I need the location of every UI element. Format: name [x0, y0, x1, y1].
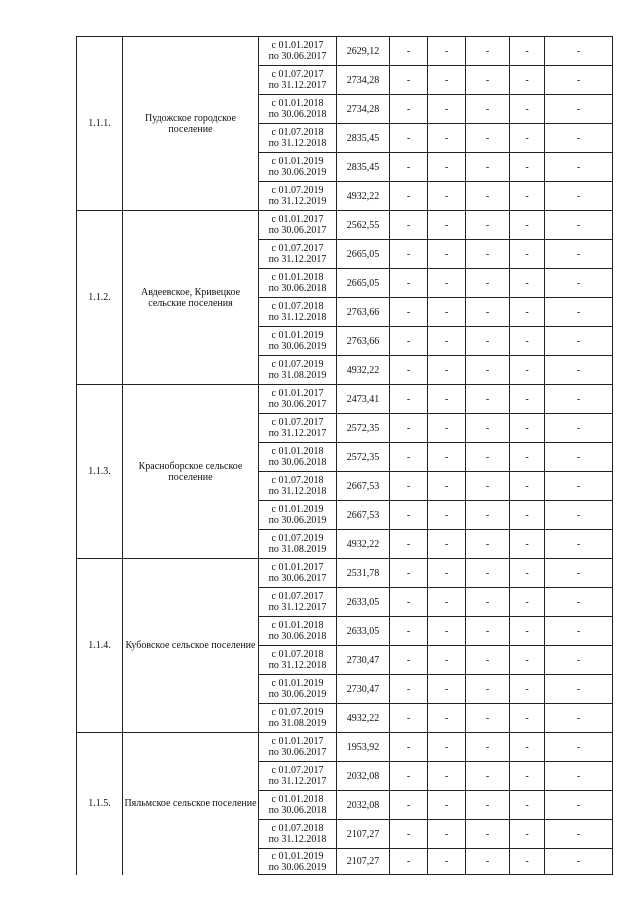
empty-value-dash: -	[428, 501, 466, 530]
tariff-value: 2730,47	[337, 646, 390, 675]
empty-value-dash: -	[510, 240, 545, 269]
empty-value-dash: -	[466, 211, 510, 240]
period-to: по 30.06.2017	[268, 51, 327, 62]
empty-value-dash: -	[545, 559, 613, 588]
empty-value-dash: -	[545, 240, 613, 269]
period-from: с 01.07.2019	[271, 359, 324, 370]
empty-value-dash: -	[545, 327, 613, 356]
empty-value-dash: -	[428, 211, 466, 240]
empty-value-dash: -	[510, 762, 545, 791]
empty-value-dash: -	[390, 820, 428, 849]
empty-value-dash: -	[466, 617, 510, 646]
empty-value-dash: -	[390, 124, 428, 153]
empty-value-dash: -	[428, 646, 466, 675]
empty-value-dash: -	[428, 820, 466, 849]
empty-value-dash: -	[510, 211, 545, 240]
empty-value-dash: -	[466, 820, 510, 849]
group-code: 1.1.1.	[77, 37, 123, 211]
period-from: с 01.07.2018	[271, 475, 324, 486]
empty-value-dash: -	[510, 153, 545, 182]
period-from: с 01.01.2019	[271, 330, 324, 341]
tariff-value: 2734,28	[337, 66, 390, 95]
empty-value-dash: -	[510, 791, 545, 820]
period-from: с 01.07.2017	[271, 765, 324, 776]
empty-value-dash: -	[390, 646, 428, 675]
empty-value-dash: -	[466, 472, 510, 501]
period-from: с 01.01.2017	[271, 562, 324, 573]
period-to: по 30.06.2017	[268, 399, 327, 410]
period-to: по 31.08.2019	[268, 718, 327, 729]
empty-value-dash: -	[545, 472, 613, 501]
period-from: с 01.07.2017	[271, 243, 324, 254]
empty-value-dash: -	[545, 95, 613, 124]
empty-value-dash: -	[466, 704, 510, 733]
empty-value-dash: -	[390, 559, 428, 588]
tariff-value: 4932,22	[337, 704, 390, 733]
tariff-value: 2032,08	[337, 791, 390, 820]
empty-value-dash: -	[545, 704, 613, 733]
empty-value-dash: -	[545, 182, 613, 211]
empty-value-dash: -	[510, 849, 545, 875]
empty-value-dash: -	[510, 95, 545, 124]
period-to: по 31.12.2018	[268, 486, 327, 497]
period-from: с 01.01.2017	[271, 388, 324, 399]
empty-value-dash: -	[545, 66, 613, 95]
empty-value-dash: -	[428, 240, 466, 269]
tariff-value: 2835,45	[337, 124, 390, 153]
period-cell	[259, 240, 337, 269]
period-cell	[259, 472, 337, 501]
empty-value-dash: -	[428, 559, 466, 588]
empty-value-dash: -	[510, 327, 545, 356]
empty-value-dash: -	[510, 530, 545, 559]
empty-value-dash: -	[545, 385, 613, 414]
empty-value-dash: -	[545, 414, 613, 443]
empty-value-dash: -	[510, 472, 545, 501]
empty-value-dash: -	[545, 211, 613, 240]
empty-value-dash: -	[428, 791, 466, 820]
empty-value-dash: -	[466, 37, 510, 66]
tariff-value: 2633,05	[337, 617, 390, 646]
period-to: по 31.12.2017	[268, 80, 327, 91]
tariff-value: 2667,53	[337, 501, 390, 530]
empty-value-dash: -	[390, 733, 428, 762]
period-cell	[259, 588, 337, 617]
tariff-value: 2734,28	[337, 95, 390, 124]
period-cell	[259, 617, 337, 646]
period-to: по 30.06.2018	[268, 283, 327, 294]
empty-value-dash: -	[466, 588, 510, 617]
period-to: по 31.12.2017	[268, 776, 327, 787]
tariff-value: 2531,78	[337, 559, 390, 588]
empty-value-dash: -	[428, 269, 466, 298]
empty-value-dash: -	[545, 530, 613, 559]
period-cell	[259, 820, 337, 849]
period-from: с 01.07.2018	[271, 301, 324, 312]
period-from: с 01.01.2017	[271, 214, 324, 225]
empty-value-dash: -	[510, 269, 545, 298]
period-from: с 01.07.2018	[271, 823, 324, 834]
empty-value-dash: -	[510, 501, 545, 530]
empty-value-dash: -	[390, 588, 428, 617]
empty-value-dash: -	[545, 617, 613, 646]
empty-value-dash: -	[466, 327, 510, 356]
period-from: с 01.07.2019	[271, 533, 324, 544]
empty-value-dash: -	[466, 385, 510, 414]
empty-value-dash: -	[390, 762, 428, 791]
period-from: с 01.01.2018	[271, 446, 324, 457]
empty-value-dash: -	[466, 849, 510, 875]
group-code: 1.1.5.	[77, 733, 123, 875]
group-code: 1.1.2.	[77, 211, 123, 385]
table-row	[77, 385, 613, 414]
period-to: по 30.06.2017	[268, 747, 327, 758]
period-cell	[259, 95, 337, 124]
empty-value-dash: -	[428, 849, 466, 875]
period-cell	[259, 530, 337, 559]
empty-value-dash: -	[428, 617, 466, 646]
empty-value-dash: -	[390, 849, 428, 875]
tariff-value: 2473,41	[337, 385, 390, 414]
period-cell	[259, 385, 337, 414]
table-row	[77, 211, 613, 240]
period-cell	[259, 559, 337, 588]
empty-value-dash: -	[428, 37, 466, 66]
empty-value-dash: -	[390, 791, 428, 820]
empty-value-dash: -	[466, 124, 510, 153]
tariff-value: 1953,92	[337, 733, 390, 762]
tariff-value: 2032,08	[337, 762, 390, 791]
empty-value-dash: -	[466, 66, 510, 95]
period-cell	[259, 849, 337, 875]
empty-value-dash: -	[510, 559, 545, 588]
empty-value-dash: -	[510, 617, 545, 646]
empty-value-dash: -	[390, 617, 428, 646]
empty-value-dash: -	[466, 559, 510, 588]
period-cell	[259, 762, 337, 791]
empty-value-dash: -	[466, 269, 510, 298]
period-cell	[259, 211, 337, 240]
empty-value-dash: -	[428, 327, 466, 356]
empty-value-dash: -	[390, 153, 428, 182]
empty-value-dash: -	[428, 675, 466, 704]
empty-value-dash: -	[466, 762, 510, 791]
period-from: с 01.01.2018	[271, 794, 324, 805]
empty-value-dash: -	[466, 182, 510, 211]
period-to: по 30.06.2018	[268, 805, 327, 816]
empty-value-dash: -	[510, 443, 545, 472]
empty-value-dash: -	[390, 95, 428, 124]
empty-value-dash: -	[390, 240, 428, 269]
period-cell	[259, 37, 337, 66]
period-from: с 01.01.2017	[271, 736, 324, 747]
tariff-value: 2633,05	[337, 588, 390, 617]
period-to: по 30.06.2019	[268, 689, 327, 700]
settlement-name: Авдеевское, Кривецкое сельские поселения	[123, 211, 259, 385]
empty-value-dash: -	[510, 733, 545, 762]
empty-value-dash: -	[466, 791, 510, 820]
period-to: по 30.06.2017	[268, 225, 327, 236]
period-from: с 01.07.2019	[271, 185, 324, 196]
tariff-value: 2763,66	[337, 298, 390, 327]
period-cell	[259, 501, 337, 530]
empty-value-dash: -	[545, 443, 613, 472]
period-to: по 30.06.2018	[268, 631, 327, 642]
table-row	[77, 733, 613, 762]
period-from: с 01.01.2019	[271, 850, 324, 862]
empty-value-dash: -	[466, 501, 510, 530]
period-cell	[259, 153, 337, 182]
group-code: 1.1.4.	[77, 559, 123, 733]
empty-value-dash: -	[428, 298, 466, 327]
empty-value-dash: -	[510, 182, 545, 211]
empty-value-dash: -	[466, 414, 510, 443]
period-from: с 01.07.2019	[271, 707, 324, 718]
settlement-name: Пудожское городское поселение	[123, 37, 259, 211]
empty-value-dash: -	[510, 124, 545, 153]
empty-value-dash: -	[390, 182, 428, 211]
period-to: по 30.06.2019	[268, 515, 327, 526]
period-cell	[259, 298, 337, 327]
period-cell	[259, 443, 337, 472]
empty-value-dash: -	[390, 704, 428, 733]
tariff-value: 2763,66	[337, 327, 390, 356]
period-to: по 30.06.2019	[268, 167, 327, 178]
settlement-name: Кубовское сельское поселение	[123, 559, 259, 733]
settlement-name: Пяльмское сельское поселение	[123, 733, 259, 875]
period-cell	[259, 675, 337, 704]
period-to: по 31.12.2018	[268, 834, 327, 845]
period-from: с 01.01.2018	[271, 620, 324, 631]
tariff-value: 2107,27	[337, 820, 390, 849]
empty-value-dash: -	[510, 414, 545, 443]
period-from: с 01.01.2019	[271, 156, 324, 167]
tariff-value: 2730,47	[337, 675, 390, 704]
period-cell	[259, 704, 337, 733]
period-to: по 30.06.2019	[268, 341, 327, 352]
empty-value-dash: -	[390, 501, 428, 530]
empty-value-dash: -	[390, 37, 428, 66]
empty-value-dash: -	[510, 588, 545, 617]
tariff-value: 2572,35	[337, 443, 390, 472]
tariff-value: 4932,22	[337, 530, 390, 559]
period-from: с 01.07.2017	[271, 69, 324, 80]
empty-value-dash: -	[390, 472, 428, 501]
empty-value-dash: -	[545, 646, 613, 675]
period-to: по 31.12.2018	[268, 660, 327, 671]
period-from: с 01.01.2019	[271, 504, 324, 515]
empty-value-dash: -	[545, 124, 613, 153]
period-to: по 31.12.2017	[268, 602, 327, 613]
empty-value-dash: -	[390, 356, 428, 385]
empty-value-dash: -	[510, 37, 545, 66]
period-from: с 01.07.2018	[271, 127, 324, 138]
empty-value-dash: -	[545, 153, 613, 182]
empty-value-dash: -	[510, 298, 545, 327]
period-from: с 01.01.2018	[271, 272, 324, 283]
empty-value-dash: -	[510, 646, 545, 675]
period-to: по 30.06.2018	[268, 457, 327, 468]
period-to: по 31.12.2018	[268, 138, 327, 149]
empty-value-dash: -	[466, 646, 510, 675]
tariff-table	[76, 36, 613, 875]
empty-value-dash: -	[545, 762, 613, 791]
empty-value-dash: -	[510, 385, 545, 414]
empty-value-dash: -	[428, 95, 466, 124]
empty-value-dash: -	[545, 588, 613, 617]
empty-value-dash: -	[390, 385, 428, 414]
empty-value-dash: -	[466, 95, 510, 124]
tariff-value: 2835,45	[337, 153, 390, 182]
period-to: по 30.06.2017	[268, 573, 327, 584]
empty-value-dash: -	[390, 269, 428, 298]
empty-value-dash: -	[390, 298, 428, 327]
empty-value-dash: -	[390, 443, 428, 472]
empty-value-dash: -	[428, 530, 466, 559]
empty-value-dash: -	[428, 762, 466, 791]
period-to: по 30.06.2019	[268, 861, 327, 873]
period-cell	[259, 124, 337, 153]
empty-value-dash: -	[510, 704, 545, 733]
group-code: 1.1.3.	[77, 385, 123, 559]
period-to: по 31.12.2017	[268, 428, 327, 439]
period-from: с 01.01.2019	[271, 678, 324, 689]
empty-value-dash: -	[428, 66, 466, 95]
empty-value-dash: -	[390, 211, 428, 240]
empty-value-dash: -	[428, 733, 466, 762]
tariff-value: 2107,27	[337, 849, 390, 875]
table-row	[77, 37, 613, 66]
empty-value-dash: -	[545, 356, 613, 385]
tariff-value: 2572,35	[337, 414, 390, 443]
empty-value-dash: -	[545, 501, 613, 530]
tariff-table-body	[77, 37, 613, 875]
period-cell	[259, 733, 337, 762]
empty-value-dash: -	[545, 37, 613, 66]
empty-value-dash: -	[545, 675, 613, 704]
empty-value-dash: -	[428, 153, 466, 182]
empty-value-dash: -	[510, 675, 545, 704]
period-from: с 01.07.2018	[271, 649, 324, 660]
empty-value-dash: -	[428, 588, 466, 617]
empty-value-dash: -	[428, 704, 466, 733]
empty-value-dash: -	[466, 153, 510, 182]
period-cell	[259, 791, 337, 820]
empty-value-dash: -	[466, 675, 510, 704]
period-to: по 31.12.2017	[268, 254, 327, 265]
period-from: с 01.07.2017	[271, 417, 324, 428]
empty-value-dash: -	[428, 182, 466, 211]
tariff-value: 2629,12	[337, 37, 390, 66]
period-cell	[259, 414, 337, 443]
empty-value-dash: -	[466, 733, 510, 762]
empty-value-dash: -	[510, 820, 545, 849]
empty-value-dash: -	[428, 124, 466, 153]
empty-value-dash: -	[428, 385, 466, 414]
period-to: по 31.08.2019	[268, 544, 327, 555]
empty-value-dash: -	[428, 414, 466, 443]
tariff-value: 2562,55	[337, 211, 390, 240]
empty-value-dash: -	[510, 66, 545, 95]
empty-value-dash: -	[390, 66, 428, 95]
period-cell	[259, 66, 337, 95]
period-to: по 30.06.2018	[268, 109, 327, 120]
period-from: с 01.01.2018	[271, 98, 324, 109]
empty-value-dash: -	[390, 414, 428, 443]
tariff-value: 4932,22	[337, 182, 390, 211]
period-cell	[259, 646, 337, 675]
empty-value-dash: -	[428, 443, 466, 472]
empty-value-dash: -	[390, 675, 428, 704]
tariff-value: 2665,05	[337, 240, 390, 269]
empty-value-dash: -	[545, 791, 613, 820]
period-to: по 31.12.2019	[268, 196, 327, 207]
tariff-value: 2665,05	[337, 269, 390, 298]
period-cell	[259, 182, 337, 211]
empty-value-dash: -	[545, 733, 613, 762]
tariff-value: 4932,22	[337, 356, 390, 385]
period-to: по 31.08.2019	[268, 370, 327, 381]
empty-value-dash: -	[428, 356, 466, 385]
period-from: с 01.01.2017	[271, 40, 324, 51]
empty-value-dash: -	[466, 356, 510, 385]
empty-value-dash: -	[545, 269, 613, 298]
period-to: по 31.12.2018	[268, 312, 327, 323]
empty-value-dash: -	[466, 240, 510, 269]
empty-value-dash: -	[545, 820, 613, 849]
empty-value-dash: -	[545, 298, 613, 327]
empty-value-dash: -	[466, 530, 510, 559]
settlement-name: Красноборское сельское поселение	[123, 385, 259, 559]
period-from: с 01.07.2017	[271, 591, 324, 602]
empty-value-dash: -	[545, 849, 613, 875]
empty-value-dash: -	[510, 356, 545, 385]
period-cell	[259, 269, 337, 298]
empty-value-dash: -	[466, 298, 510, 327]
table-row	[77, 559, 613, 588]
period-cell	[259, 356, 337, 385]
period-cell	[259, 327, 337, 356]
empty-value-dash: -	[390, 327, 428, 356]
empty-value-dash: -	[466, 443, 510, 472]
tariff-value: 2667,53	[337, 472, 390, 501]
empty-value-dash: -	[428, 472, 466, 501]
empty-value-dash: -	[390, 530, 428, 559]
